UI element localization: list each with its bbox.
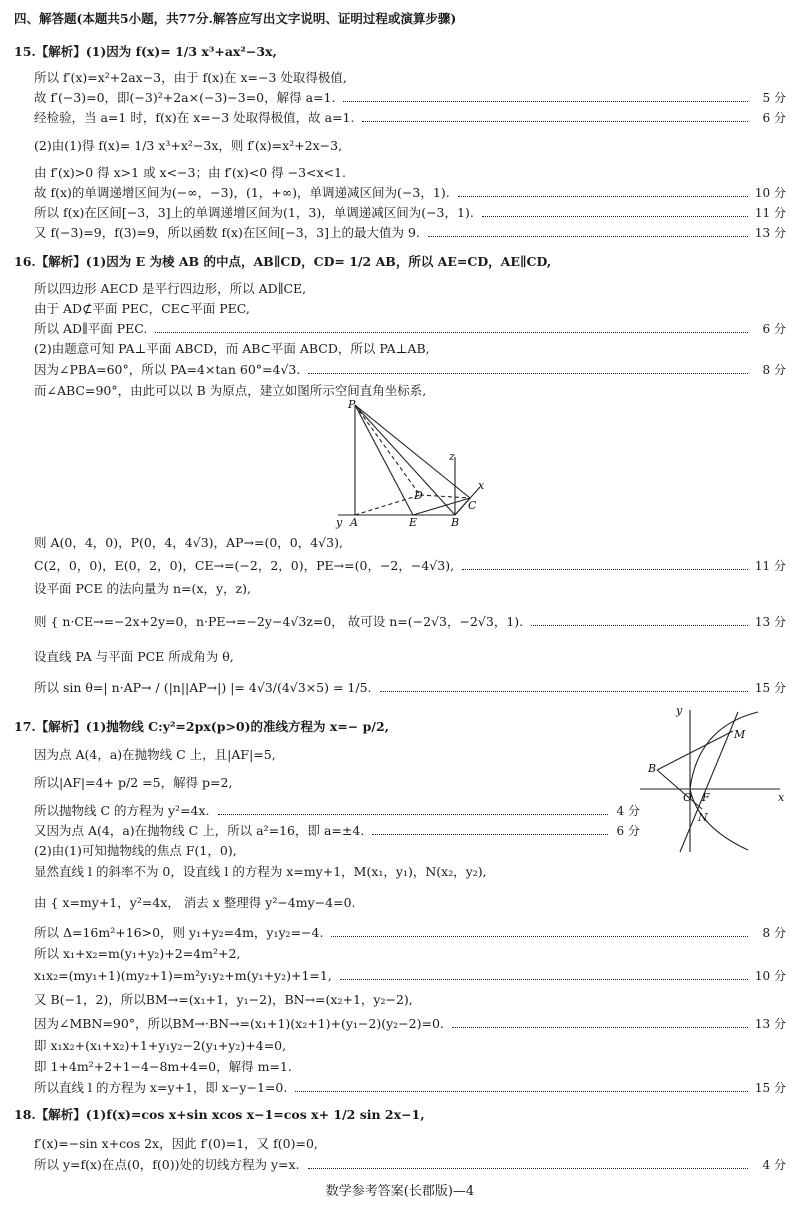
score-label: 13 分 (754, 615, 786, 629)
answer-line (0, 923, 800, 943)
score-label: 4 分 (616, 804, 640, 818)
answer-line-text: 故 f(x)的单调递增区间为(−∞，−3)，(1，+∞)，单调递减区间为(−3，1). (34, 185, 450, 200)
answer-line (0, 990, 800, 1010)
score-label: 4 分 (762, 1158, 786, 1172)
answer-line (0, 862, 800, 882)
answer-line-text: C(2，0，0)，E(0，2，0)，CE→=(−2，2，0)，PE→=(0，−2，−4√3), (34, 558, 455, 573)
answer-line (0, 556, 800, 576)
score-label: 10 分 (754, 969, 786, 983)
dot-leader (531, 625, 748, 626)
answer-line-text: 所以|AF|=4+ p/2 =5，解得 p=2, (34, 775, 233, 790)
answer-line (0, 678, 800, 698)
answer-line (0, 1105, 800, 1125)
edge-DC (420, 495, 470, 498)
answer-line-text: 由于 AD⊄平面 PEC，CE⊂平面 PEC, (34, 301, 250, 316)
dot-leader (340, 979, 748, 980)
score-label: 13 分 (754, 1017, 786, 1031)
answer-line-text: 所以抛物线 C 的方程为 y²=4x. (34, 803, 210, 818)
answer-line-text: 即 1+4m²+2+1−4−8m+4=0，解得 m=1. (34, 1059, 292, 1074)
answer-line-text: 所以 y=f(x)在点(0，f(0))处的切线方程为 y=x. (34, 1157, 300, 1172)
answer-line-text: 所以 f′(x)=x²+2ax−3，由于 f(x)在 x=−3 处取得极值, (34, 70, 347, 85)
answer-line-text: 又 B(−1，2)，所以BM→=(x₁+1，y₁−2)，BN→=(x₂+1，y₂−2), (34, 992, 413, 1007)
answer-line (0, 319, 800, 339)
answer-line-text: 所以四边形 AECD 是平行四边形，所以 AD∥CE, (34, 281, 307, 296)
answer-line-text: 15.【解析】(1)因为 f(x)= 1/3 x³+ax²−3x, (14, 44, 277, 59)
answer-line-text: x₁x₂=(my₁+1)(my₂+1)=m²y₁y₂+m(y₁+y₂)+1=1, (34, 968, 332, 983)
answer-line-text: (2)由题意可知 PA⊥平面 ABCD，而 AB⊂平面 ABCD，所以 PA⊥AB, (34, 341, 430, 356)
score-label: 11 分 (754, 206, 786, 220)
dot-leader (380, 691, 748, 692)
dot-leader (452, 1027, 748, 1028)
label-N: N (698, 811, 708, 824)
answer-line (0, 299, 800, 319)
label-B: B (451, 516, 460, 529)
answer-line (0, 647, 800, 667)
parabola-upper (690, 712, 758, 789)
dot-leader (428, 236, 748, 237)
answer-line-text: 所以 sin θ=| n·AP→ / (|n||AP→|) |= 4√3/(4√3×5) = 1/5. (34, 680, 372, 695)
answer-line-text: 故 f′(−3)=0，即(−3)²+2a×(−3)−3=0，解得 a=1. (34, 90, 336, 105)
label-z: z (449, 450, 455, 463)
edge-PB (355, 405, 455, 515)
answer-line-text: 则 A(0，4，0)，P(0，4，4√3)，AP→=(0，0，4√3), (34, 535, 343, 550)
page-footer: 数学参考答案(长郡版)—4 (325, 1184, 475, 1199)
answer-line-text: 即 x₁x₂+(x₁+x₂)+1+y₁y₂−2(y₁+y₂)+4=0, (34, 1038, 287, 1053)
answer-line-text: 所以 f(x)在区间[−3，3]上的单调递增区间为(1，3)，单调递减区间为(−3，1). (34, 205, 474, 220)
answer-line-text: (2)由(1)可知抛物线的焦点 F(1，0), (34, 843, 237, 858)
answer-line (0, 579, 800, 599)
label-E: E (409, 516, 418, 529)
answer-line-text: 则 { n·CE→=−2x+2y=0，n·PE→=−2y−4√3z=0， 故可设 n=(−2√3，−2√3，1). (34, 614, 524, 629)
dot-leader (308, 1168, 748, 1169)
answer-line-text: 又因为点 A(4，a)在抛物线 C 上，所以 a²=16，即 a=±4. (34, 823, 365, 838)
dot-leader (362, 121, 748, 122)
label-P: P (348, 398, 356, 411)
section-header-text: 四、解答题(本题共5小题，共77分.解答应写出文字说明、证明过程或演算步骤) (14, 11, 457, 26)
dot-leader (482, 216, 748, 217)
answer-line-text: 而∠ABC=90°，由此可以以 B 为原点，建立如图所示空间直角坐标系, (34, 383, 427, 398)
answer-line (0, 68, 800, 88)
answer-line-text: 又 f(−3)=9，f(3)=9，所以函数 f(x)在区间[−3，3]上的最大值为 9. (34, 225, 420, 240)
label-M: M (734, 728, 746, 741)
answer-line (0, 203, 800, 223)
dot-leader (343, 101, 748, 102)
dot-leader (308, 373, 748, 374)
answer-line-text: 所以 Δ=16m²+16>0，则 y₁+y₂=4m，y₁y₂=−4. (34, 925, 324, 940)
pyramid-figure (330, 395, 500, 530)
answer-line (0, 163, 800, 183)
answer-line-text: f′(x)=−sin x+cos 2x，因此 f′(0)=1，又 f(0)=0, (34, 1136, 318, 1151)
answer-line (0, 360, 800, 380)
section-header (0, 9, 800, 29)
label-y: y (336, 516, 343, 529)
answer-line (0, 893, 800, 913)
answer-line-text: 因为点 A(4，a)在抛物线 C 上，且|AF|=5, (34, 747, 276, 762)
answer-line (0, 136, 800, 156)
answer-line (0, 966, 800, 986)
dot-leader (462, 569, 748, 570)
score-label: 11 分 (754, 559, 786, 573)
score-label: 8 分 (762, 926, 786, 940)
answer-line-text: 由 { x=my+1，y²=4x， 消去 x 整理得 y²−4my−4=0. (34, 895, 356, 910)
answer-line-text: 因为∠PBA=60°，所以 PA=4×tan 60°=4√3. (34, 362, 301, 377)
dot-leader (155, 332, 748, 333)
answer-line (0, 1057, 800, 1077)
answer-line-text: 由 f′(x)>0 得 x>1 或 x<−3；由 f′(x)<0 得 −3<x<1. (34, 165, 346, 180)
answer-line-text: 设直线 PA 与平面 PCE 所成角为 θ, (34, 649, 234, 664)
score-label: 10 分 (754, 186, 786, 200)
answer-line (0, 279, 800, 299)
answer-line-text: 所以 x₁+x₂=m(y₁+y₂)+2=4m²+2, (34, 946, 241, 961)
label-D: D (414, 489, 423, 502)
score-label: 15 分 (754, 681, 786, 695)
dot-leader (331, 936, 748, 937)
dot-leader (218, 814, 608, 815)
parabola-figure (638, 702, 788, 857)
score-label: 6 分 (762, 322, 786, 336)
label-O: O (683, 791, 693, 804)
answer-line (0, 1134, 800, 1154)
answer-line-text: (2)由(1)得 f(x)= 1/3 x³+x²−3x，则 f′(x)=x²+2x−3, (34, 138, 343, 153)
answer-line (0, 612, 800, 632)
answer-line (0, 108, 800, 128)
answer-line-text: 所以直线 l 的方程为 x=y+1，即 x−y−1=0. (34, 1080, 288, 1095)
dot-leader (295, 1091, 748, 1092)
label-B: B (648, 762, 657, 775)
label-x: x (478, 479, 485, 492)
score-label: 8 分 (762, 363, 786, 377)
score-label: 6 分 (616, 824, 640, 838)
answer-line (0, 1155, 800, 1175)
dot-leader (458, 196, 748, 197)
label-C: C (468, 499, 477, 512)
score-label: 13 分 (754, 226, 786, 240)
answer-line-text: 因为∠MBN=90°，所以BM→·BN→=(x₁+1)(x₂+1)+(y₁−2)(y₂−2)=0. (34, 1016, 444, 1031)
answer-line-text: 18.【解析】(1)f(x)=cos x+sin xcos x−1=cos x+ 1/2 sin 2x−1, (14, 1107, 425, 1122)
score-label: 15 分 (754, 1081, 786, 1095)
answer-line-text: 显然直线 l 的斜率不为 0，设直线 l 的方程为 x=my+1，M(x₁，y₁)，N(x₂，y₂), (34, 864, 487, 879)
label-x: x (778, 791, 785, 804)
dot-leader (372, 834, 608, 835)
answer-line-text: 16.【解析】(1)因为 E 为棱 AB 的中点，AB∥CD，CD= 1/2 AB，所以 AE=CD，AE∥CD, (14, 254, 552, 269)
label-A: A (350, 516, 358, 529)
answer-line (0, 223, 800, 243)
answer-line (0, 88, 800, 108)
score-label: 5 分 (762, 91, 786, 105)
score-label: 6 分 (762, 111, 786, 125)
answer-line (0, 1078, 800, 1098)
answer-line (0, 1036, 800, 1056)
answer-line (0, 1014, 800, 1034)
answer-line (0, 183, 800, 203)
answer-line (0, 339, 800, 359)
answer-line (0, 252, 800, 272)
label-F: F (702, 791, 710, 804)
answer-line-text: 经检验，当 a=1 时，f(x)在 x=−3 处取得极值，故 a=1. (34, 110, 355, 125)
answer-line-text: 所以 AD∥平面 PEC. (34, 321, 148, 336)
answer-line-text: 设平面 PCE 的法向量为 n=(x，y，z), (34, 581, 251, 596)
edge-AD (355, 495, 420, 515)
answer-line (0, 944, 800, 964)
answer-line (0, 42, 800, 62)
answer-line (0, 533, 800, 553)
answer-line-text: 17.【解析】(1)抛物线 C:y²=2px(p>0)的准线方程为 x=− p/2, (14, 719, 389, 734)
label-y: y (676, 704, 683, 717)
